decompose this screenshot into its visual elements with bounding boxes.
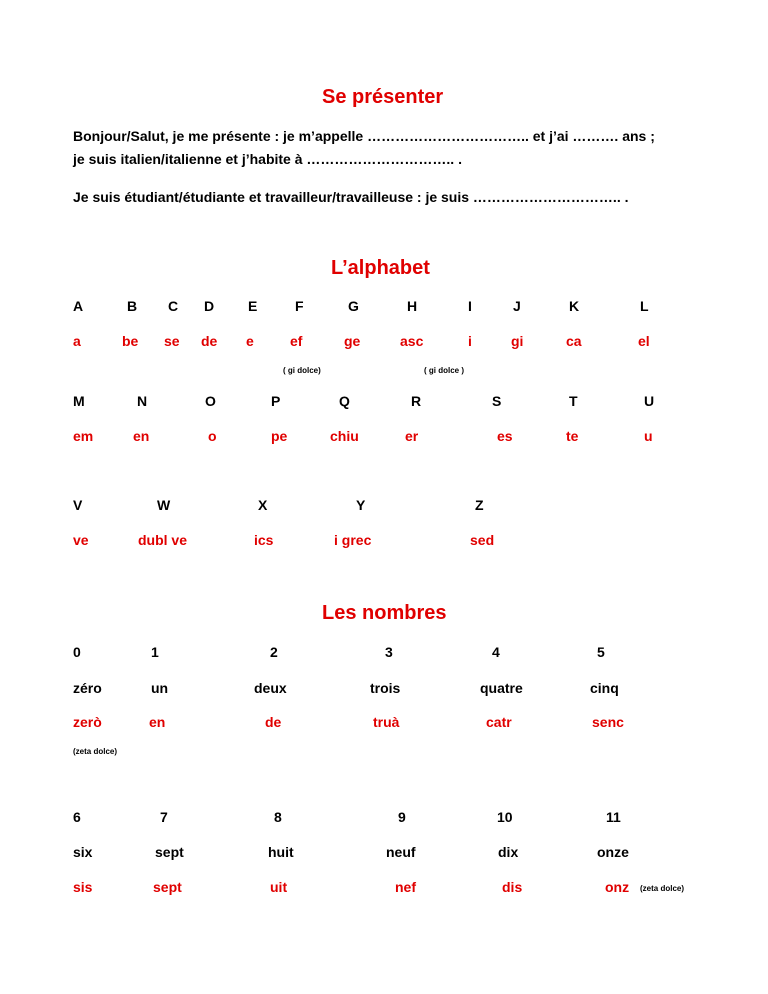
note-gi-dolce-g: ( gi dolce): [283, 366, 321, 375]
sound-e: e: [246, 333, 254, 349]
sound-z: sed: [470, 532, 495, 548]
sound-w: dubl ve: [138, 532, 188, 548]
letter-e: E: [248, 298, 258, 314]
sound-n: en: [133, 428, 150, 444]
letter-c: C: [168, 298, 179, 314]
sound-h: asc: [400, 333, 424, 349]
digit-10: 10: [497, 809, 513, 825]
word-8: huit: [268, 844, 294, 860]
sound-k: ca: [566, 333, 582, 349]
letter-p: P: [271, 393, 281, 409]
digit-5: 5: [597, 644, 605, 660]
digit-9: 9: [398, 809, 406, 825]
letter-y: Y: [356, 497, 366, 513]
word-6: six: [73, 844, 93, 860]
sound-num-9: nef: [395, 879, 416, 895]
letter-n: N: [137, 393, 148, 409]
letter-t: T: [569, 393, 578, 409]
letter-z: Z: [475, 497, 484, 513]
section-title-nombres: Les nombres: [322, 602, 447, 624]
sound-t: te: [566, 428, 579, 444]
digit-11: 11: [606, 809, 621, 825]
section-title-presenter: Se présenter: [322, 86, 444, 108]
letter-x: X: [258, 497, 268, 513]
section-title-alphabet: L’alphabet: [331, 257, 430, 279]
sound-x: ics: [254, 532, 274, 548]
letter-l: L: [640, 298, 649, 314]
letter-s: S: [492, 393, 502, 409]
letter-i: I: [468, 298, 472, 314]
letter-b: B: [127, 298, 138, 314]
letter-d: D: [204, 298, 215, 314]
sound-f: ef: [290, 333, 303, 349]
letter-a: A: [73, 298, 84, 314]
word-3: trois: [370, 680, 401, 696]
sound-v: ve: [73, 532, 89, 548]
sound-num-1: en: [149, 714, 166, 730]
letter-g: G: [348, 298, 359, 314]
sound-c: se: [164, 333, 180, 349]
letter-m: M: [73, 393, 85, 409]
sound-num-0: zerò: [73, 714, 102, 730]
letter-j: J: [513, 298, 521, 314]
digit-3: 3: [385, 644, 393, 660]
word-1: un: [151, 680, 169, 696]
sound-j: gi: [511, 333, 524, 349]
sound-num-10: dis: [502, 879, 523, 895]
sound-l: el: [638, 333, 650, 349]
sound-num-7: sept: [153, 879, 182, 895]
letter-w: W: [157, 497, 171, 513]
sound-num-8: uit: [270, 879, 288, 895]
digit-1: 1: [151, 644, 159, 660]
note-gi-dolce-j: ( gi dolce ): [424, 366, 464, 375]
intro-line-1: Bonjour/Salut, je me présente : je m’appelle …………………………….. et j’ai ………. ans ;: [73, 128, 655, 144]
word-9: neuf: [386, 844, 416, 860]
letter-o: O: [205, 393, 216, 409]
word-4: quatre: [480, 680, 523, 696]
sound-d: de: [201, 333, 218, 349]
sound-r: er: [405, 428, 419, 444]
digit-0: 0: [73, 644, 81, 660]
letter-k: K: [569, 298, 580, 314]
sound-num-3: truà: [373, 714, 400, 730]
letter-v: V: [73, 497, 83, 513]
digit-2: 2: [270, 644, 278, 660]
letter-h: H: [407, 298, 418, 314]
note-zeta-dolce-0: (zeta dolce): [73, 747, 118, 756]
sound-q: chiu: [330, 428, 359, 444]
word-10: dix: [498, 844, 519, 860]
sound-o: o: [208, 428, 217, 444]
digit-4: 4: [492, 644, 500, 660]
digit-6: 6: [73, 809, 81, 825]
word-0: zéro: [73, 680, 102, 696]
sound-num-2: de: [265, 714, 282, 730]
sound-g: ge: [344, 333, 361, 349]
sound-num-11: onz: [605, 879, 630, 895]
letter-r: R: [411, 393, 422, 409]
sound-a: a: [73, 333, 81, 349]
sound-b: be: [122, 333, 139, 349]
word-2: deux: [254, 680, 287, 696]
word-7: sept: [155, 844, 184, 860]
word-11: onze: [597, 844, 629, 860]
letter-f: F: [295, 298, 304, 314]
sound-i: i: [468, 333, 472, 349]
digit-8: 8: [274, 809, 282, 825]
intro-line-3: Je suis étudiant/étudiante et travailleur/travailleuse : je suis ………………………….. .: [73, 189, 629, 205]
digit-7: 7: [160, 809, 168, 825]
sound-p: pe: [271, 428, 288, 444]
sound-num-6: sis: [73, 879, 93, 895]
letter-u: U: [644, 393, 655, 409]
sound-num-5: senc: [592, 714, 624, 730]
intro-line-2: je suis italien/italienne et j’habite à ………………………….. .: [73, 151, 462, 167]
word-5: cinq: [590, 680, 619, 696]
sound-s: es: [497, 428, 513, 444]
sound-m: em: [73, 428, 94, 444]
sound-num-4: catr: [486, 714, 512, 730]
sound-y: i grec: [334, 532, 372, 548]
sound-u: u: [644, 428, 653, 444]
letter-q: Q: [339, 393, 350, 409]
note-zeta-dolce-11: (zeta dolce): [640, 884, 685, 893]
